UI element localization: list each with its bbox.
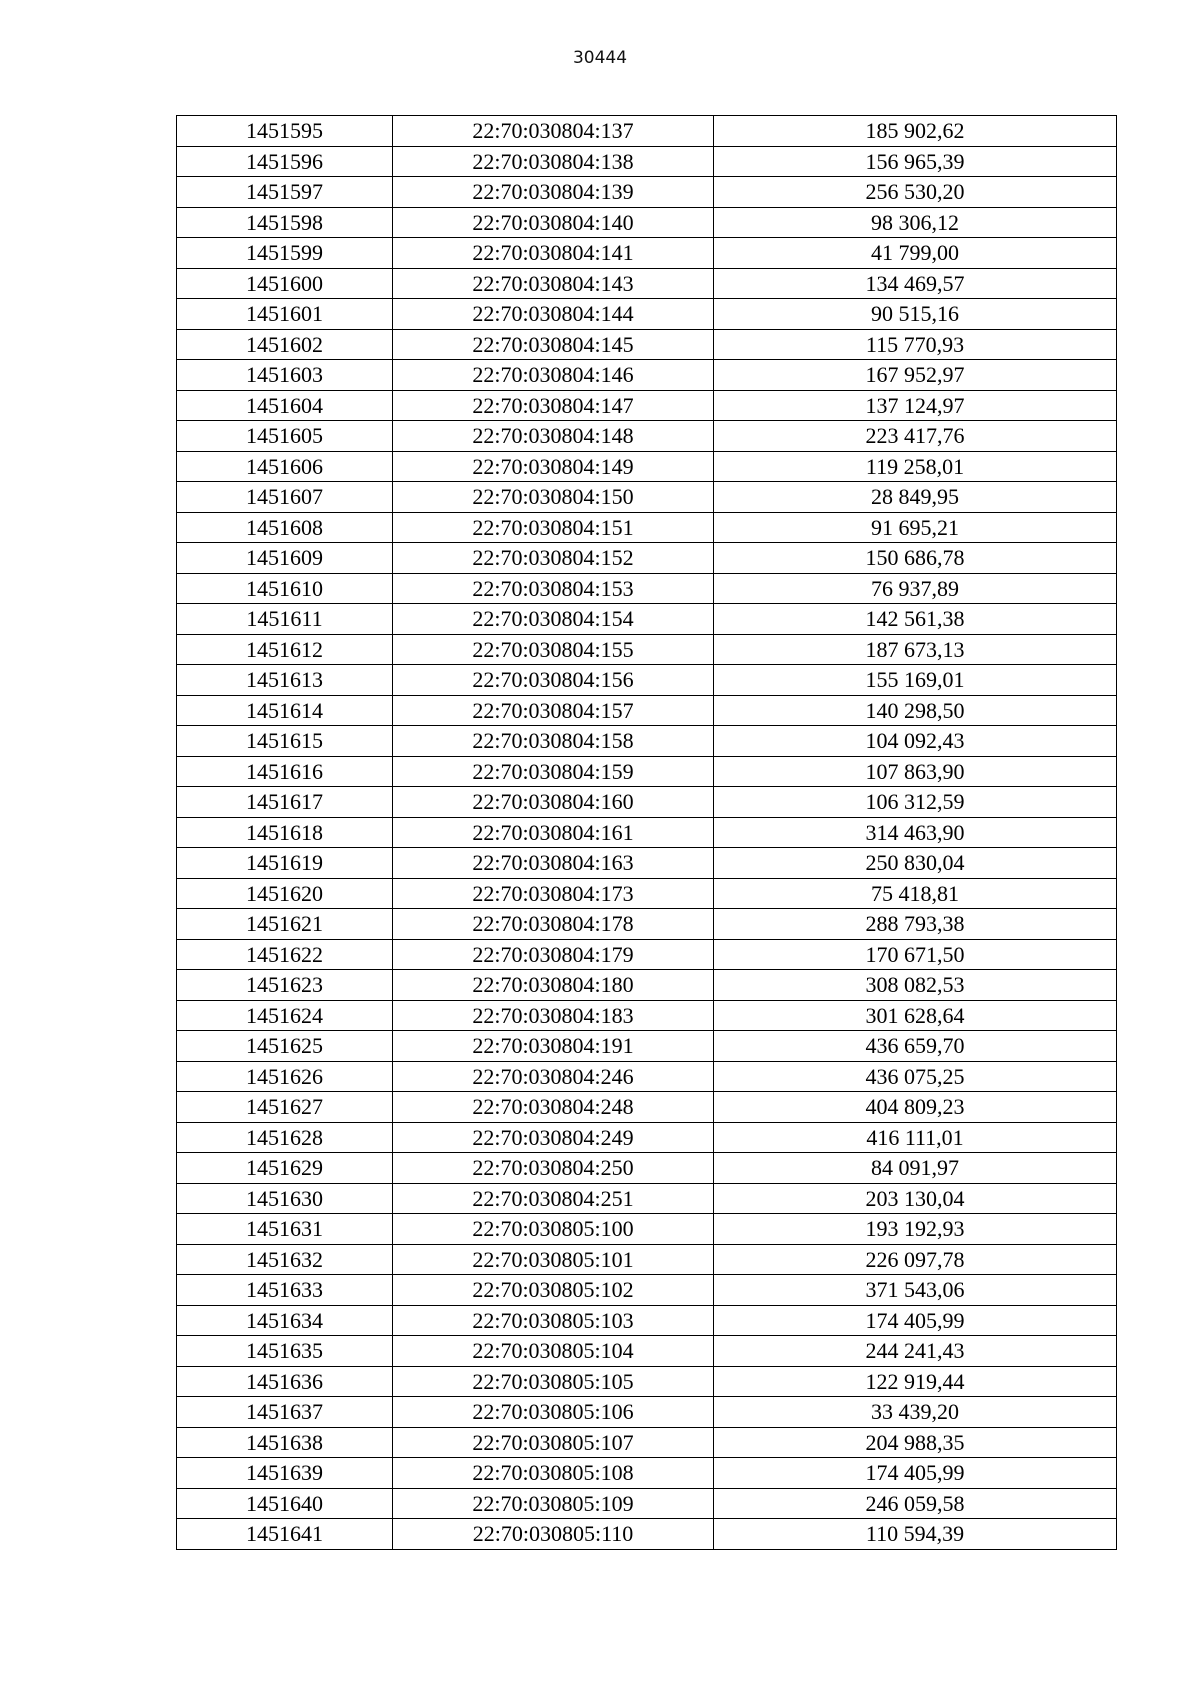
value-cell: 76 937,89 bbox=[714, 573, 1117, 604]
table-row bbox=[177, 1488, 1117, 1519]
table-row bbox=[177, 726, 1117, 757]
table-row bbox=[177, 909, 1117, 940]
cadastral-number-cell: 22:70:030804:158 bbox=[393, 726, 714, 757]
record-number-cell: 1451632 bbox=[177, 1244, 393, 1275]
cadastral-number-cell: 22:70:030804:145 bbox=[393, 329, 714, 360]
cadastral-number-cell: 22:70:030804:250 bbox=[393, 1153, 714, 1184]
value-cell: 41 799,00 bbox=[714, 238, 1117, 269]
record-number-cell: 1451596 bbox=[177, 146, 393, 177]
value-cell: 90 515,16 bbox=[714, 299, 1117, 330]
cadastral-number-cell: 22:70:030804:139 bbox=[393, 177, 714, 208]
cadastral-number-cell: 22:70:030805:109 bbox=[393, 1488, 714, 1519]
table-row bbox=[177, 970, 1117, 1001]
value-cell: 256 530,20 bbox=[714, 177, 1117, 208]
cadastral-number-cell: 22:70:030804:152 bbox=[393, 543, 714, 574]
cadastral-number-cell: 22:70:030804:156 bbox=[393, 665, 714, 696]
cadastral-number-cell: 22:70:030804:160 bbox=[393, 787, 714, 818]
record-number-cell: 1451595 bbox=[177, 116, 393, 147]
value-cell: 308 082,53 bbox=[714, 970, 1117, 1001]
table-row bbox=[177, 756, 1117, 787]
cadastral-number-cell: 22:70:030804:179 bbox=[393, 939, 714, 970]
cadastral-number-cell: 22:70:030804:159 bbox=[393, 756, 714, 787]
record-number-cell: 1451633 bbox=[177, 1275, 393, 1306]
record-number-cell: 1451626 bbox=[177, 1061, 393, 1092]
cadastral-number-cell: 22:70:030805:102 bbox=[393, 1275, 714, 1306]
table-row bbox=[177, 1397, 1117, 1428]
table-row bbox=[177, 1244, 1117, 1275]
cadastral-number-cell: 22:70:030805:101 bbox=[393, 1244, 714, 1275]
value-cell: 134 469,57 bbox=[714, 268, 1117, 299]
table-row bbox=[177, 848, 1117, 879]
value-cell: 91 695,21 bbox=[714, 512, 1117, 543]
record-number-cell: 1451607 bbox=[177, 482, 393, 513]
value-cell: 371 543,06 bbox=[714, 1275, 1117, 1306]
record-number-cell: 1451614 bbox=[177, 695, 393, 726]
table-row bbox=[177, 177, 1117, 208]
cadastral-number-cell: 22:70:030804:157 bbox=[393, 695, 714, 726]
table-row bbox=[177, 1031, 1117, 1062]
table-row bbox=[177, 665, 1117, 696]
value-cell: 98 306,12 bbox=[714, 207, 1117, 238]
table-row bbox=[177, 482, 1117, 513]
record-number-cell: 1451609 bbox=[177, 543, 393, 574]
record-number-cell: 1451610 bbox=[177, 573, 393, 604]
value-cell: 226 097,78 bbox=[714, 1244, 1117, 1275]
value-cell: 137 124,97 bbox=[714, 390, 1117, 421]
value-cell: 104 092,43 bbox=[714, 726, 1117, 757]
record-number-cell: 1451625 bbox=[177, 1031, 393, 1062]
cadastral-number-cell: 22:70:030804:154 bbox=[393, 604, 714, 635]
cadastral-number-cell: 22:70:030804:161 bbox=[393, 817, 714, 848]
cadastral-number-cell: 22:70:030805:107 bbox=[393, 1427, 714, 1458]
value-cell: 107 863,90 bbox=[714, 756, 1117, 787]
cadastral-number-cell: 22:70:030805:106 bbox=[393, 1397, 714, 1428]
record-number-cell: 1451613 bbox=[177, 665, 393, 696]
value-cell: 436 659,70 bbox=[714, 1031, 1117, 1062]
table-row bbox=[177, 360, 1117, 391]
value-cell: 288 793,38 bbox=[714, 909, 1117, 940]
value-cell: 167 952,97 bbox=[714, 360, 1117, 391]
value-cell: 436 075,25 bbox=[714, 1061, 1117, 1092]
value-cell: 115 770,93 bbox=[714, 329, 1117, 360]
cadastral-number-cell: 22:70:030804:146 bbox=[393, 360, 714, 391]
table-row bbox=[177, 695, 1117, 726]
value-cell: 142 561,38 bbox=[714, 604, 1117, 635]
record-number-cell: 1451640 bbox=[177, 1488, 393, 1519]
record-number-cell: 1451598 bbox=[177, 207, 393, 238]
record-number-cell: 1451608 bbox=[177, 512, 393, 543]
value-cell: 193 192,93 bbox=[714, 1214, 1117, 1245]
table-row bbox=[177, 299, 1117, 330]
table-row bbox=[177, 207, 1117, 238]
table-row bbox=[177, 543, 1117, 574]
data-table bbox=[176, 115, 1117, 1550]
value-cell: 75 418,81 bbox=[714, 878, 1117, 909]
value-cell: 28 849,95 bbox=[714, 482, 1117, 513]
cadastral-number-cell: 22:70:030805:100 bbox=[393, 1214, 714, 1245]
table-row bbox=[177, 939, 1117, 970]
cadastral-number-cell: 22:70:030805:103 bbox=[393, 1305, 714, 1336]
record-number-cell: 1451605 bbox=[177, 421, 393, 452]
cadastral-number-cell: 22:70:030804:149 bbox=[393, 451, 714, 482]
table-row bbox=[177, 604, 1117, 635]
record-number-cell: 1451627 bbox=[177, 1092, 393, 1123]
record-number-cell: 1451622 bbox=[177, 939, 393, 970]
table-row bbox=[177, 878, 1117, 909]
cadastral-number-cell: 22:70:030804:141 bbox=[393, 238, 714, 269]
record-number-cell: 1451619 bbox=[177, 848, 393, 879]
cadastral-number-cell: 22:70:030804:144 bbox=[393, 299, 714, 330]
record-number-cell: 1451635 bbox=[177, 1336, 393, 1367]
value-cell: 416 111,01 bbox=[714, 1122, 1117, 1153]
cadastral-number-cell: 22:70:030804:147 bbox=[393, 390, 714, 421]
cadastral-number-cell: 22:70:030804:150 bbox=[393, 482, 714, 513]
table-row bbox=[177, 1305, 1117, 1336]
record-number-cell: 1451601 bbox=[177, 299, 393, 330]
table-row bbox=[177, 1458, 1117, 1489]
cadastral-number-cell: 22:70:030804:151 bbox=[393, 512, 714, 543]
cadastral-number-cell: 22:70:030804:163 bbox=[393, 848, 714, 879]
cadastral-number-cell: 22:70:030804:180 bbox=[393, 970, 714, 1001]
table-row bbox=[177, 512, 1117, 543]
value-cell: 150 686,78 bbox=[714, 543, 1117, 574]
table-row bbox=[177, 573, 1117, 604]
value-cell: 203 130,04 bbox=[714, 1183, 1117, 1214]
cadastral-number-cell: 22:70:030804:183 bbox=[393, 1000, 714, 1031]
value-cell: 33 439,20 bbox=[714, 1397, 1117, 1428]
value-cell: 170 671,50 bbox=[714, 939, 1117, 970]
record-number-cell: 1451616 bbox=[177, 756, 393, 787]
record-number-cell: 1451637 bbox=[177, 1397, 393, 1428]
cadastral-number-cell: 22:70:030804:249 bbox=[393, 1122, 714, 1153]
cadastral-number-cell: 22:70:030805:104 bbox=[393, 1336, 714, 1367]
record-number-cell: 1451630 bbox=[177, 1183, 393, 1214]
value-cell: 140 298,50 bbox=[714, 695, 1117, 726]
record-number-cell: 1451618 bbox=[177, 817, 393, 848]
cadastral-number-cell: 22:70:030804:191 bbox=[393, 1031, 714, 1062]
table-row bbox=[177, 1183, 1117, 1214]
cadastral-number-cell: 22:70:030804:140 bbox=[393, 207, 714, 238]
value-cell: 223 417,76 bbox=[714, 421, 1117, 452]
record-number-cell: 1451597 bbox=[177, 177, 393, 208]
record-number-cell: 1451628 bbox=[177, 1122, 393, 1153]
value-cell: 122 919,44 bbox=[714, 1366, 1117, 1397]
record-number-cell: 1451624 bbox=[177, 1000, 393, 1031]
value-cell: 119 258,01 bbox=[714, 451, 1117, 482]
record-number-cell: 1451599 bbox=[177, 238, 393, 269]
cadastral-number-cell: 22:70:030804:153 bbox=[393, 573, 714, 604]
record-number-cell: 1451600 bbox=[177, 268, 393, 299]
record-number-cell: 1451604 bbox=[177, 390, 393, 421]
record-number-cell: 1451629 bbox=[177, 1153, 393, 1184]
table-row bbox=[177, 1214, 1117, 1245]
record-number-cell: 1451620 bbox=[177, 878, 393, 909]
record-number-cell: 1451623 bbox=[177, 970, 393, 1001]
table-row bbox=[177, 238, 1117, 269]
cadastral-number-cell: 22:70:030805:110 bbox=[393, 1519, 714, 1550]
record-number-cell: 1451634 bbox=[177, 1305, 393, 1336]
cadastral-number-cell: 22:70:030804:248 bbox=[393, 1092, 714, 1123]
record-number-cell: 1451612 bbox=[177, 634, 393, 665]
table-row bbox=[177, 451, 1117, 482]
value-cell: 314 463,90 bbox=[714, 817, 1117, 848]
value-cell: 187 673,13 bbox=[714, 634, 1117, 665]
table-row bbox=[177, 1427, 1117, 1458]
record-number-cell: 1451638 bbox=[177, 1427, 393, 1458]
table-row bbox=[177, 146, 1117, 177]
value-cell: 110 594,39 bbox=[714, 1519, 1117, 1550]
record-number-cell: 1451602 bbox=[177, 329, 393, 360]
value-cell: 246 059,58 bbox=[714, 1488, 1117, 1519]
value-cell: 174 405,99 bbox=[714, 1305, 1117, 1336]
table-row bbox=[177, 1275, 1117, 1306]
value-cell: 244 241,43 bbox=[714, 1336, 1117, 1367]
record-number-cell: 1451606 bbox=[177, 451, 393, 482]
record-number-cell: 1451641 bbox=[177, 1519, 393, 1550]
value-cell: 174 405,99 bbox=[714, 1458, 1117, 1489]
cadastral-number-cell: 22:70:030804:173 bbox=[393, 878, 714, 909]
cadastral-number-cell: 22:70:030804:155 bbox=[393, 634, 714, 665]
cadastral-number-cell: 22:70:030804:138 bbox=[393, 146, 714, 177]
cadastral-number-cell: 22:70:030804:246 bbox=[393, 1061, 714, 1092]
table-row bbox=[177, 787, 1117, 818]
table-row bbox=[177, 329, 1117, 360]
table-row bbox=[177, 1336, 1117, 1367]
table-row bbox=[177, 1153, 1117, 1184]
cadastral-number-cell: 22:70:030805:105 bbox=[393, 1366, 714, 1397]
record-number-cell: 1451639 bbox=[177, 1458, 393, 1489]
table-row bbox=[177, 1366, 1117, 1397]
table-row bbox=[177, 1092, 1117, 1123]
record-number-cell: 1451615 bbox=[177, 726, 393, 757]
record-number-cell: 1451621 bbox=[177, 909, 393, 940]
record-number-cell: 1451631 bbox=[177, 1214, 393, 1245]
cadastral-number-cell: 22:70:030804:137 bbox=[393, 116, 714, 147]
cadastral-number-cell: 22:70:030804:148 bbox=[393, 421, 714, 452]
table-body bbox=[177, 116, 1117, 1550]
table-row bbox=[177, 1000, 1117, 1031]
table-row bbox=[177, 817, 1117, 848]
value-cell: 204 988,35 bbox=[714, 1427, 1117, 1458]
cadastral-number-cell: 22:70:030804:178 bbox=[393, 909, 714, 940]
value-cell: 250 830,04 bbox=[714, 848, 1117, 879]
table-row bbox=[177, 1061, 1117, 1092]
value-cell: 156 965,39 bbox=[714, 146, 1117, 177]
value-cell: 155 169,01 bbox=[714, 665, 1117, 696]
record-number-cell: 1451617 bbox=[177, 787, 393, 818]
value-cell: 106 312,59 bbox=[714, 787, 1117, 818]
table-row bbox=[177, 1519, 1117, 1550]
cadastral-number-cell: 22:70:030804:143 bbox=[393, 268, 714, 299]
value-cell: 404 809,23 bbox=[714, 1092, 1117, 1123]
table-row bbox=[177, 1122, 1117, 1153]
value-cell: 185 902,62 bbox=[714, 116, 1117, 147]
record-number-cell: 1451636 bbox=[177, 1366, 393, 1397]
value-cell: 301 628,64 bbox=[714, 1000, 1117, 1031]
record-number-cell: 1451603 bbox=[177, 360, 393, 391]
table-row bbox=[177, 116, 1117, 147]
table-row bbox=[177, 421, 1117, 452]
table-row bbox=[177, 390, 1117, 421]
cadastral-number-cell: 22:70:030805:108 bbox=[393, 1458, 714, 1489]
table-row bbox=[177, 268, 1117, 299]
cadastral-number-cell: 22:70:030804:251 bbox=[393, 1183, 714, 1214]
page-number: 30444 bbox=[572, 48, 628, 68]
value-cell: 84 091,97 bbox=[714, 1153, 1117, 1184]
record-number-cell: 1451611 bbox=[177, 604, 393, 635]
table-row bbox=[177, 634, 1117, 665]
